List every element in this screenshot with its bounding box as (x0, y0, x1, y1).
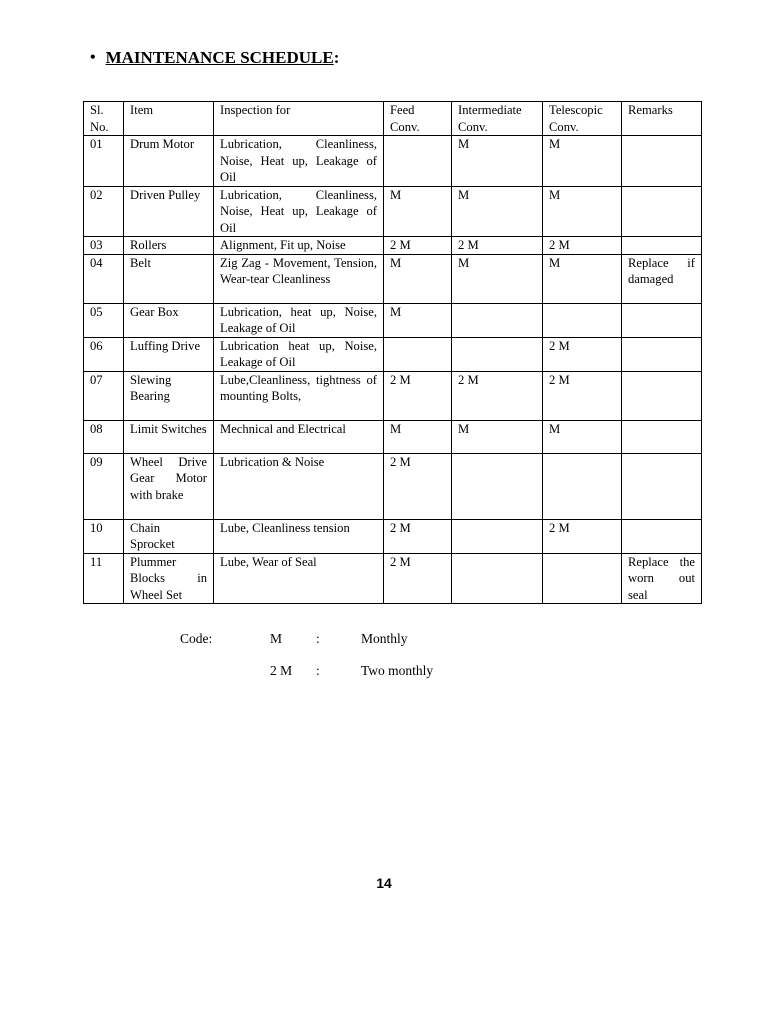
cell-sl-no: 09 (84, 453, 124, 519)
cell-inspection-for: Lubrication, Cleanliness, Noise, Heat up, Leakage of Oil (214, 186, 384, 237)
cell-sl-no: 05 (84, 303, 124, 337)
cell-intermediate-conv: 2 M (452, 371, 543, 420)
cell-feed-conv: 2 M (384, 519, 452, 553)
cell-telescopic-conv: 2 M (543, 237, 622, 255)
cell-item: Wheel Drive Gear Motor with brake (124, 453, 214, 519)
table-row (84, 136, 702, 187)
cell-intermediate-conv (452, 553, 543, 604)
cell-telescopic-conv: M (543, 136, 622, 187)
cell-intermediate-conv (452, 337, 543, 371)
legend-code: M (270, 631, 283, 646)
header-intermediate-conv: Intermediate Conv. (452, 102, 543, 136)
cell-remarks: Replace if damaged (622, 254, 702, 303)
cell-item: Drum Motor (124, 136, 214, 187)
header-item: Item (124, 102, 214, 136)
bullet-icon: • (90, 49, 96, 66)
cell-inspection-for: Lubrication, Cleanliness, Noise, Heat up, Leakage of Oil (214, 136, 384, 187)
legend-code: 2 M (270, 663, 293, 678)
cell-remarks (622, 371, 702, 420)
cell-remarks (622, 136, 702, 187)
table-row (84, 519, 702, 553)
cell-intermediate-conv: 2 M (452, 237, 543, 255)
cell-telescopic-conv: 2 M (543, 337, 622, 371)
cell-inspection-for: Alignment, Fit up, Noise (214, 237, 384, 255)
cell-item: Belt (124, 254, 214, 303)
cell-sl-no: 01 (84, 136, 124, 187)
cell-inspection-for: Lube,Cleanliness, tightness of mounting Bolts, (214, 371, 384, 420)
cell-feed-conv: 2 M (384, 237, 452, 255)
legend-meaning: Two monthly (361, 663, 434, 678)
cell-intermediate-conv: M (452, 420, 543, 453)
cell-inspection-for: Mechnical and Electrical (214, 420, 384, 453)
table-row (84, 371, 702, 420)
cell-remarks (622, 420, 702, 453)
cell-feed-conv (384, 337, 452, 371)
table-row (84, 186, 702, 237)
cell-item: Driven Pulley (124, 186, 214, 237)
cell-inspection-for: Lube, Wear of Seal (214, 553, 384, 604)
cell-intermediate-conv (452, 519, 543, 553)
cell-sl-no: 08 (84, 420, 124, 453)
cell-intermediate-conv (452, 453, 543, 519)
cell-sl-no: 07 (84, 371, 124, 420)
table-row (84, 303, 702, 337)
cell-remarks (622, 186, 702, 237)
cell-remarks (622, 337, 702, 371)
legend-separator: : (316, 663, 320, 678)
maintenance-schedule-table (83, 101, 702, 604)
cell-item: Slewing Bearing (124, 371, 214, 420)
section-title: MAINTENANCE SCHEDULE (105, 48, 334, 67)
cell-telescopic-conv: 2 M (543, 371, 622, 420)
table-row (84, 553, 702, 604)
cell-item: Limit Switches (124, 420, 214, 453)
legend-code-label: Code: (180, 631, 213, 646)
cell-inspection-for: Lubrication & Noise (214, 453, 384, 519)
cell-inspection-for: Lube, Cleanliness tension (214, 519, 384, 553)
cell-intermediate-conv (452, 303, 543, 337)
cell-item: Plummer Blocks in Wheel Set (124, 553, 214, 604)
cell-telescopic-conv: M (543, 420, 622, 453)
header-remarks: Remarks (622, 102, 702, 136)
header-inspection-for: Inspection for (214, 102, 384, 136)
header-feed-conv: Feed Conv. (384, 102, 452, 136)
cell-remarks (622, 519, 702, 553)
cell-sl-no: 04 (84, 254, 124, 303)
table-row (84, 254, 702, 303)
cell-inspection-for: Lubrication, heat up, Noise, Leakage of Oil (214, 303, 384, 337)
cell-intermediate-conv: M (452, 186, 543, 237)
cell-telescopic-conv: M (543, 254, 622, 303)
cell-item: Luffing Drive (124, 337, 214, 371)
header-telescopic-conv: Telescopic Conv. (543, 102, 622, 136)
cell-telescopic-conv (543, 303, 622, 337)
cell-item: Rollers (124, 237, 214, 255)
cell-remarks: Replace the worn out seal (622, 553, 702, 604)
cell-feed-conv: M (384, 254, 452, 303)
cell-intermediate-conv: M (452, 254, 543, 303)
cell-feed-conv: M (384, 186, 452, 237)
cell-feed-conv: M (384, 420, 452, 453)
cell-sl-no: 10 (84, 519, 124, 553)
cell-feed-conv (384, 136, 452, 187)
cell-inspection-for: Lubrication heat up, Noise, Leakage of Oil (214, 337, 384, 371)
cell-inspection-for: Zig Zag - Movement, Tension, Wear-tear Cleanliness (214, 254, 384, 303)
section-heading (90, 48, 339, 68)
cell-sl-no: 11 (84, 553, 124, 604)
page-number: 14 (376, 875, 392, 891)
cell-item: Gear Box (124, 303, 214, 337)
cell-remarks (622, 237, 702, 255)
cell-feed-conv: 2 M (384, 371, 452, 420)
header-sl-no: Sl. No. (84, 102, 124, 136)
cell-telescopic-conv (543, 553, 622, 604)
cell-telescopic-conv: 2 M (543, 519, 622, 553)
cell-feed-conv: 2 M (384, 553, 452, 604)
legend-meaning: Monthly (361, 631, 408, 646)
table-row (84, 337, 702, 371)
legend-separator: : (316, 631, 320, 646)
table-row (84, 237, 702, 255)
table-body (84, 136, 702, 604)
cell-sl-no: 06 (84, 337, 124, 371)
cell-intermediate-conv: M (452, 136, 543, 187)
table-header-row (84, 102, 702, 136)
cell-item: Chain Sprocket (124, 519, 214, 553)
cell-remarks (622, 303, 702, 337)
table-row (84, 453, 702, 519)
cell-remarks (622, 453, 702, 519)
cell-sl-no: 03 (84, 237, 124, 255)
cell-sl-no: 02 (84, 186, 124, 237)
section-title-colon: : (333, 48, 340, 67)
cell-feed-conv: 2 M (384, 453, 452, 519)
cell-telescopic-conv (543, 453, 622, 519)
cell-telescopic-conv: M (543, 186, 622, 237)
table-row (84, 420, 702, 453)
cell-feed-conv: M (384, 303, 452, 337)
